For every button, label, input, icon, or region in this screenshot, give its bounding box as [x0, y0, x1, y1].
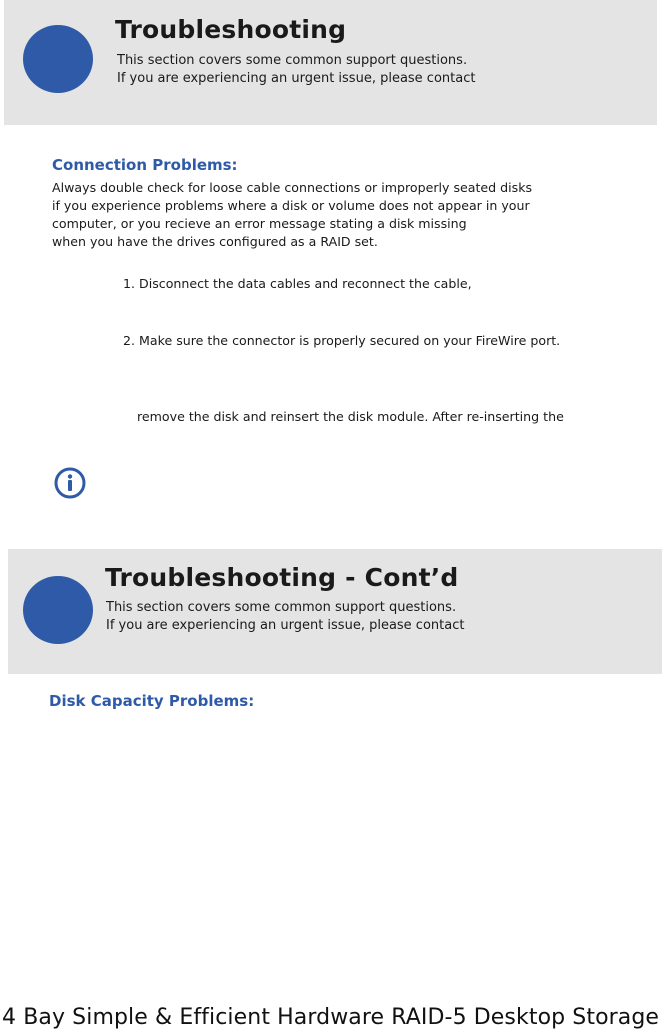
- info-icon: [54, 467, 86, 499]
- step-2: 2. Make sure the connector is properly secured on your FireWire port.: [123, 333, 561, 348]
- step-3: remove the disk and reinsert the disk module. After re-inserting the: [137, 409, 564, 424]
- header-badge-2: [23, 576, 93, 644]
- connection-paragraph: [52, 179, 532, 251]
- connection-heading: Connection Problems:: [52, 156, 238, 174]
- header-subtitle-line: If you are experiencing an urgent issue, please contact: [106, 618, 465, 633]
- page-title: Troubleshooting: [115, 15, 347, 44]
- header-subtitle-2: [106, 599, 464, 635]
- header-badge-1: [23, 25, 93, 93]
- header-subtitle-line: This section covers some common support questions.: [106, 600, 457, 615]
- paragraph-line: when you have the drives configured as a RAID set.: [52, 234, 378, 249]
- paragraph-line: if you experience problems where a disk or volume does not appear in your: [52, 198, 530, 213]
- page-title-contd: Troubleshooting - Cont’d: [105, 563, 459, 592]
- paragraph-line: computer, or you recieve an error message stating a disk missing: [52, 216, 467, 231]
- header-subtitle-line: If you are experiencing an urgent issue, please contact: [117, 71, 476, 86]
- footer-product-name: 4 Bay Simple & Efficient Hardware RAID-5 Desktop Storage: [2, 1005, 660, 1030]
- header-subtitle-line: This section covers some common support questions.: [117, 53, 468, 68]
- step-1: 1. Disconnect the data cables and reconnect the cable,: [123, 276, 472, 291]
- capacity-heading: Disk Capacity Problems:: [49, 692, 255, 710]
- header-subtitle-1: [117, 52, 475, 88]
- paragraph-line: Always double check for loose cable connections or improperly seated disks: [52, 180, 533, 195]
